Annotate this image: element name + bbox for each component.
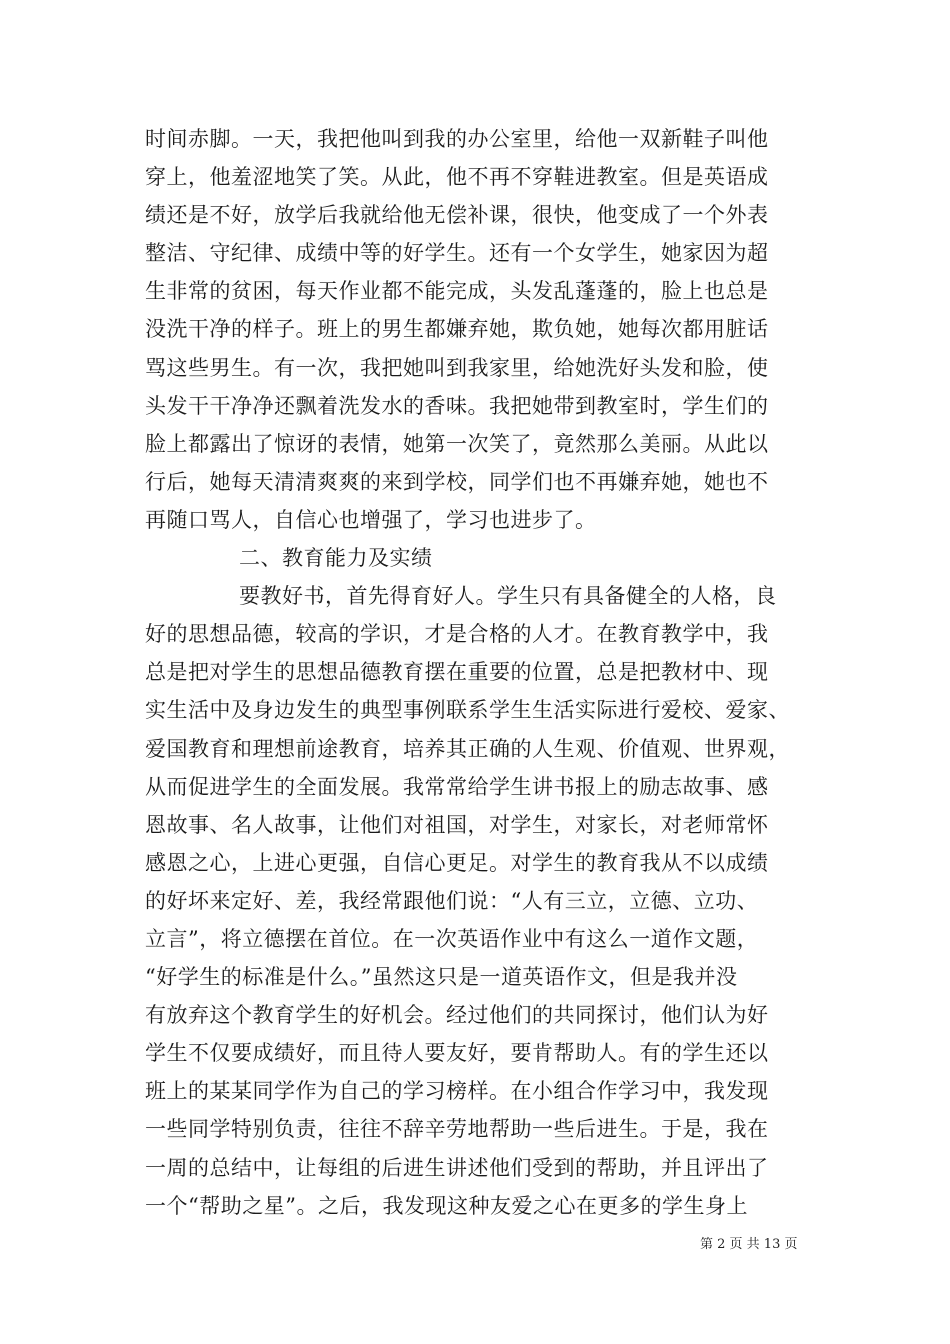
body-line: 的好坏来定好、差，我经常跟他们说：“人有三立，立德、立功、 xyxy=(145,888,759,913)
body-line: 头发干干净净还飘着洗发水的香味。我把她带到教室时，学生们的 xyxy=(145,393,769,418)
body-line: 立言”，将立德摆在首位。在一次英语作业中有这么一道作文题， xyxy=(145,926,759,951)
body-line: 生非常的贫困，每天作业都不能完成，头发乱蓬蓬的，脸上也总是 xyxy=(145,279,769,304)
body-line: 行后，她每天清清爽爽的来到学校，同学们也不再嫌弃她，她也不 xyxy=(145,469,769,494)
body-line: 要教好书，首先得育好人。学生只有具备健全的人格，良 xyxy=(239,584,777,609)
body-line: 骂这些男生。有一次，我把她叫到我家里，给她洗好头发和脸，使 xyxy=(145,355,769,380)
page-number: 第 2 页 共 13 页 xyxy=(700,1237,798,1252)
body-line: 学生不仅要成绩好，而且待人要友好，要肯帮助人。有的学生还以 xyxy=(145,1041,769,1066)
body-line: 绩还是不好，放学后我就给他无偿补课，很快，他变成了一个外表 xyxy=(145,203,769,228)
body-line: 一个“帮助之星”。之后，我发现这种友爱之心在更多的学生身上 xyxy=(145,1193,748,1218)
body-line: “好学生的标准是什么。”虽然这只是一道英语作文，但是我并没 xyxy=(145,965,738,990)
body-line: 一周的总结中，让每组的后进生讲述他们受到的帮助，并且评出了 xyxy=(145,1155,769,1180)
body-line: 整洁、守纪律、成绩中等的好学生。还有一个女学生，她家因为超 xyxy=(145,241,769,266)
body-line: 实生活中及身边发生的典型事例联系学生生活实际进行爱校、爱家、 xyxy=(145,698,790,723)
body-line: 从而促进学生的全面发展。我常常给学生讲书报上的励志故事、感 xyxy=(145,774,769,799)
body-line: 时间赤脚。一天，我把他叫到我的办公室里，给他一双新鞋子叫他 xyxy=(145,127,769,151)
body-line: 班上的某某同学作为自己的学习榜样。在小组合作学习中，我发现 xyxy=(145,1079,769,1104)
body-line: 有放弃这个教育学生的好机会。经过他们的共同探讨，他们认为好 xyxy=(145,1003,769,1028)
body-line: 穿上，他羞涩地笑了笑。从此，他不再不穿鞋进教室。但是英语成 xyxy=(145,165,769,190)
body-line: 总是把对学生的思想品德教育摆在重要的位置，总是把教材中、现 xyxy=(145,660,769,685)
body-line: 感恩之心，上进心更强，自信心更足。对学生的教育我从不以成绩 xyxy=(145,850,769,875)
body-line: 一些同学特别负责，往往不辞辛劳地帮助一些后进生。于是，我在 xyxy=(145,1117,769,1142)
section-heading: 二、教育能力及实绩 xyxy=(239,546,433,571)
body-line: 恩故事、名人故事，让他们对祖国，对学生，对家长，对老师常怀 xyxy=(145,812,769,837)
body-line: 脸上都露出了惊讶的表情，她第一次笑了，竟然那么美丽。从此以 xyxy=(145,431,769,456)
body-line: 再随口骂人，自信心也增强了，学习也进步了。 xyxy=(145,507,597,532)
body-line: 没洗干净的样子。班上的男生都嫌弃她，欺负她，她每次都用脏话 xyxy=(145,317,769,342)
body-line: 爱国教育和理想前途教育，培养其正确的人生观、价值观、世界观， xyxy=(145,736,790,761)
document-body xyxy=(145,120,825,1225)
body-line: 好的思想品德，较高的学识，才是合格的人才。在教育教学中，我 xyxy=(145,622,769,647)
